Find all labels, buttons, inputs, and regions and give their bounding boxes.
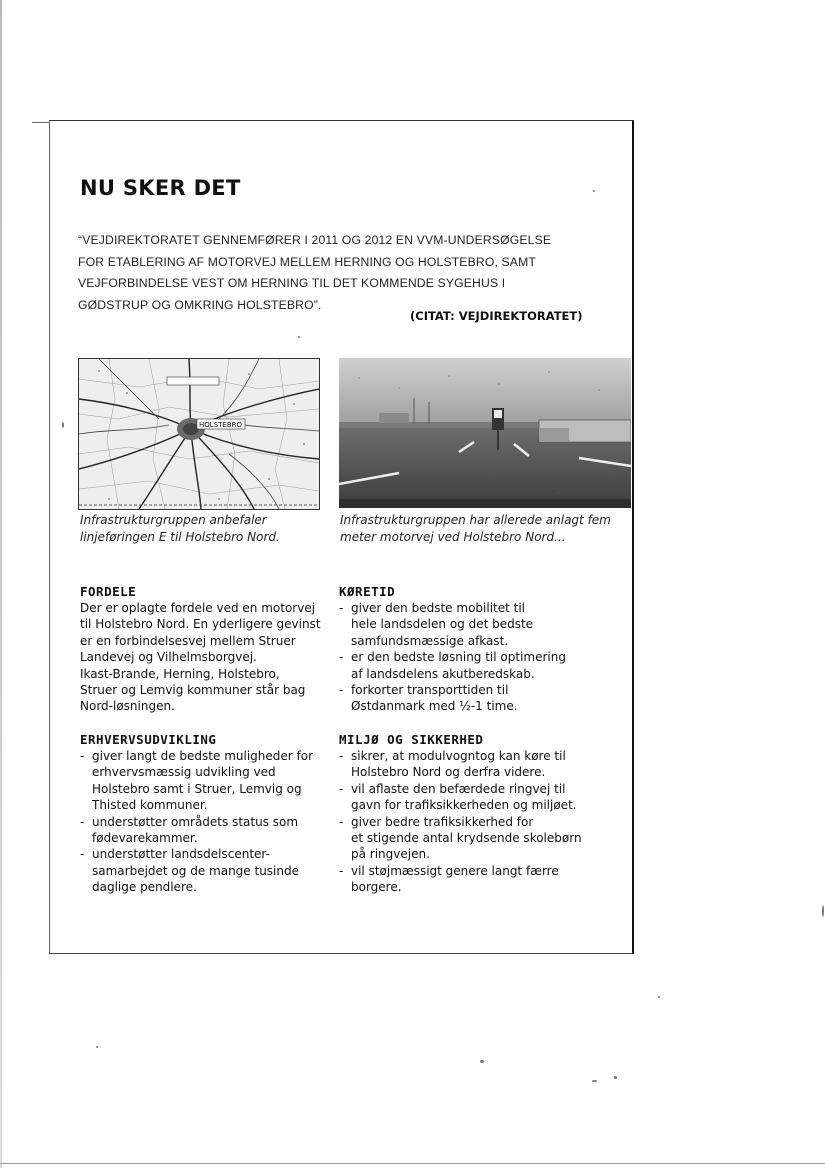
- section-heading: MILJØ OG SIKKERHED: [339, 732, 484, 747]
- list-item-line: daglige pendlere.: [92, 880, 197, 895]
- list-item-line: Østdanmark med ½-1 time.: [351, 699, 518, 714]
- list-item: [339, 863, 619, 896]
- list-item: [80, 814, 335, 847]
- section-erhvervsudvikling: [80, 732, 335, 896]
- map-label: HOLSTEBRO: [199, 421, 242, 429]
- caption-line: linjeføringen E til Holstebro Nord.: [80, 530, 280, 544]
- scan-speck: [480, 1060, 484, 1063]
- scan-speck: [658, 996, 660, 998]
- list-item-line: - vil støjmæssigt genere langt færre: [351, 863, 559, 878]
- caption-line: Infrastrukturgruppen har allerede anlagt fem: [340, 513, 611, 527]
- quote-citation: (CITAT: VEJDIREKTORATET): [410, 309, 583, 323]
- list-item-line: erhvervsmæssig udvikling ved: [92, 765, 276, 780]
- list-item: [339, 649, 619, 682]
- route-map-image: [78, 358, 320, 510]
- paragraph-line: Ikast-Brande, Herning, Holstebro,: [80, 666, 280, 681]
- list-item-line: samfundsmæssige afkast.: [351, 633, 509, 648]
- section-heading: KØRETID: [339, 584, 396, 599]
- list-item: [339, 748, 619, 781]
- list-item: [339, 814, 619, 863]
- bullet-list: [339, 600, 619, 715]
- caption-line: meter motorvej ved Holstebro Nord...: [340, 530, 566, 544]
- list-item-line: - giver den bedste mobilitet til: [351, 601, 526, 615]
- scan-speck: [298, 336, 300, 338]
- list-item-line: af landsdelens akutberedskab.: [351, 666, 535, 681]
- section-miljo-og-sikkerhed: [339, 732, 619, 896]
- paragraph-line: er en forbindelsesvej mellem Struer: [80, 633, 296, 648]
- scan-speck: [614, 1076, 617, 1079]
- paragraph-line: Struer og Lemvig kommuner står bag: [80, 683, 306, 698]
- quote-line: VEJFORBINDELSE VEST OM HERNING TIL DET KOMMENDE SYGEHUS I: [78, 276, 506, 290]
- list-item-line: gavn for trafiksikkerheden og miljøet.: [351, 798, 577, 813]
- section-heading: ERHVERVSUDVIKLING: [80, 732, 217, 747]
- list-item-line: - vil aflaste den befærdede ringvej til: [351, 781, 566, 796]
- quote-line: “VEJDIREKTORATET GENNEMFØRER I 2011 OG 2012 EN VVM-UNDERSØGELSE: [78, 233, 552, 247]
- frame-tick: [32, 122, 50, 123]
- scan-edge: [0, 0, 2, 1168]
- list-item-line: Holstebro Nord og derfra videre.: [351, 765, 546, 780]
- list-item-line: Thisted kommuner.: [92, 798, 208, 813]
- list-item-line: - understøtter områdets status som: [92, 814, 299, 829]
- list-item: [339, 781, 619, 814]
- caption-line: Infrastrukturgruppen anbefaler: [80, 513, 267, 527]
- scan-speck: [62, 422, 64, 428]
- paragraph-line: Der er oplagte fordele ved en motorvej: [80, 601, 316, 615]
- paragraph-line: Nord-løsningen.: [80, 699, 175, 714]
- list-item: [339, 600, 619, 649]
- quote-line: FOR ETABLERING AF MOTORVEJ MELLEM HERNING OG HOLSTEBRO, SAMT: [78, 254, 536, 269]
- section-koretid: [339, 584, 619, 715]
- section-heading: FORDELE: [80, 584, 137, 599]
- list-item-line: - sikrer, at modulvogntog kan køre til: [351, 749, 566, 763]
- motorway-photo-image: [339, 358, 631, 508]
- list-item-line: - understøtter landsdelscenter-: [92, 847, 270, 862]
- list-item: [339, 682, 619, 715]
- list-item-line: et stigende antal krydsende skolebørn: [351, 831, 582, 846]
- quote-line: GØDSTRUP OG OMKRING HOLSTEBRO”.: [78, 297, 322, 312]
- scan-speck: [96, 1046, 98, 1048]
- page-title: NU SKER DET: [80, 176, 241, 200]
- section-fordele: [80, 584, 335, 715]
- list-item-line: hele landsdelen og det bedste: [351, 617, 534, 632]
- page-bottom-edge: [0, 1163, 825, 1164]
- list-item: [80, 748, 335, 814]
- list-item-line: - giver bedre trafiksikkerhed for: [351, 814, 534, 829]
- list-item-line: - er den bedste løsning til optimering: [351, 650, 566, 665]
- map-caption: [80, 512, 330, 546]
- list-item-line: Holstebro samt i Struer, Lemvig og: [92, 781, 302, 796]
- bullet-list: [80, 748, 335, 896]
- scan-speck: [593, 190, 595, 192]
- list-item-line: borgere.: [351, 880, 402, 895]
- bullet-list: [339, 748, 619, 896]
- quote-block: [78, 230, 588, 316]
- list-item-line: - giver langt de bedste muligheder for: [92, 749, 314, 763]
- scan-speck: [822, 905, 824, 917]
- paragraph-line: Landevej og Vilhelmsborgvej.: [80, 650, 257, 665]
- list-item-line: samarbejdet og de mange tusinde: [92, 863, 299, 878]
- list-item: [80, 846, 335, 895]
- scan-speck: [592, 1080, 597, 1082]
- list-item-line: fødevarekammer.: [92, 831, 198, 846]
- paragraph-line: til Holstebro Nord. En yderligere gevinst: [80, 617, 321, 632]
- list-item-line: - forkorter transporttiden til: [351, 683, 509, 698]
- photo-caption: [340, 512, 625, 546]
- list-item-line: på ringvejen.: [351, 847, 430, 862]
